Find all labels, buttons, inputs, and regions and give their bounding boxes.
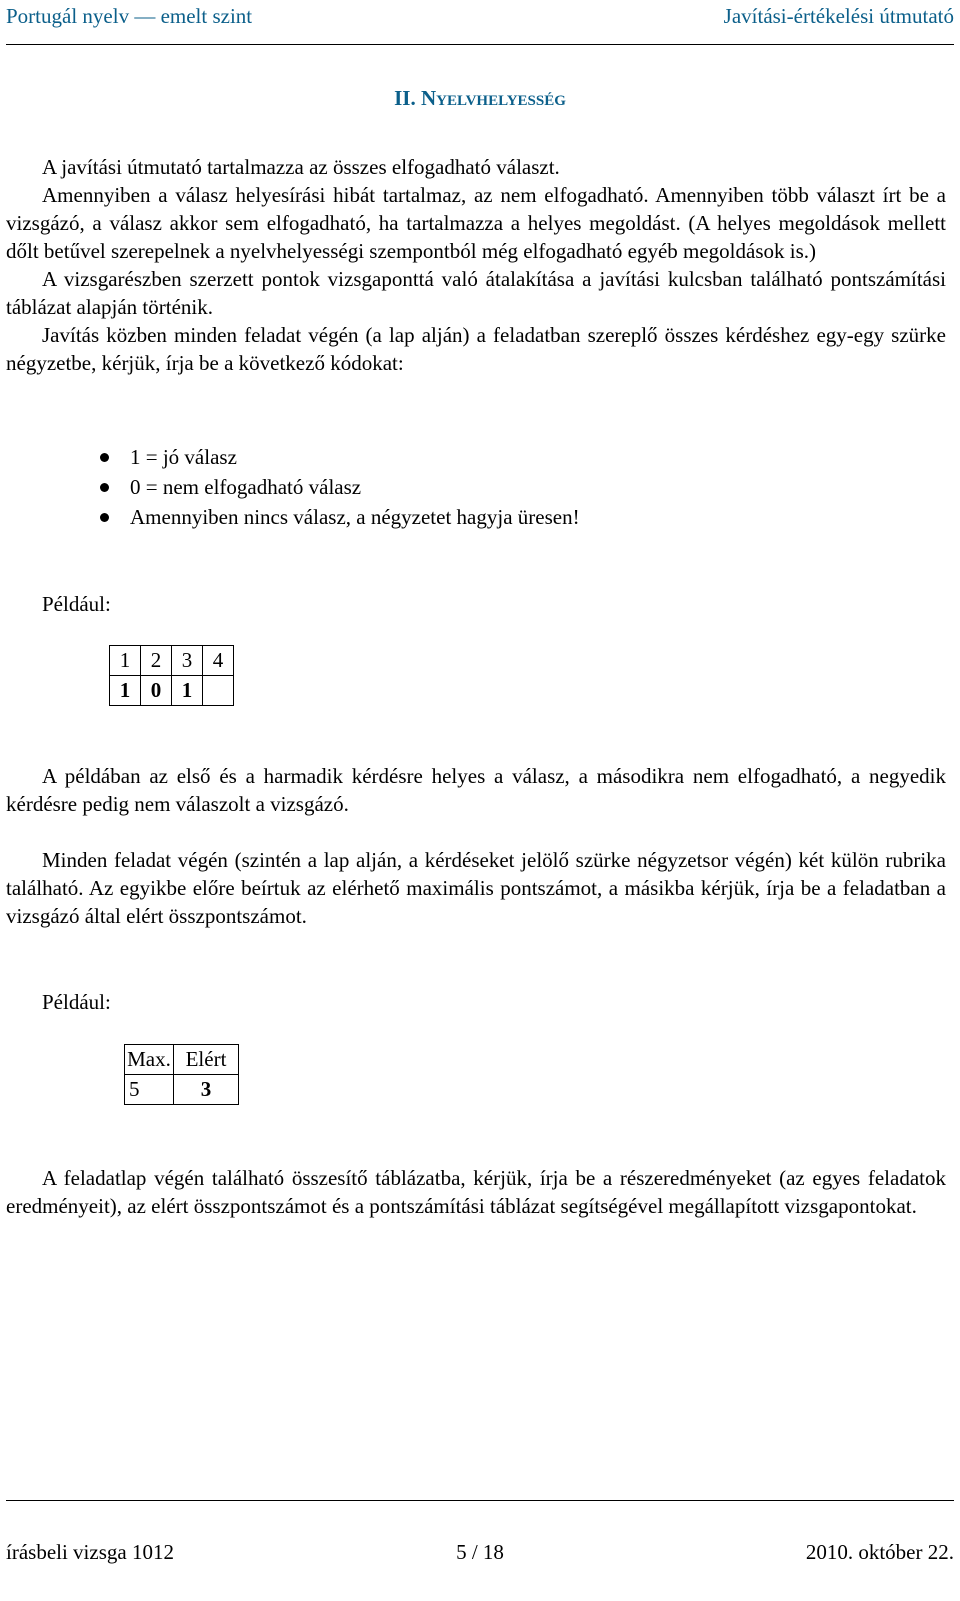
paragraph-7: A feladatlap végén található összesítő táblázatba, kérjük, írja be a részeredményeket (az egyes feladatok eredményeit), az elért összpontszámot és a pontszámítási táblázat segítségével megállapított vizsgapontokat.	[6, 1166, 946, 1218]
example-code-table	[109, 645, 234, 706]
table-cell: Elért	[174, 1045, 239, 1075]
table-cell: 3	[174, 1075, 239, 1105]
footer-exam-code: írásbeli vizsga 1012	[6, 1540, 174, 1564]
list-item: Amennyiben nincs válasz, a négyzetet hagyja üresen!	[6, 502, 580, 532]
intro-text	[6, 153, 946, 377]
table-cell: Max.	[125, 1045, 174, 1075]
footer-date: 2010. október 22.	[805, 1540, 954, 1564]
bullet-icon	[100, 453, 109, 462]
example-explanation	[6, 762, 946, 818]
header-rule	[6, 44, 954, 45]
header-subject: Portugál nyelv — emelt szint	[6, 4, 253, 28]
table-cell: 1	[110, 676, 141, 706]
table-cell	[203, 676, 234, 706]
header-doc-type: Javítási-értékelési útmutató	[723, 4, 954, 28]
paragraph-5: A példában az első és a harmadik kérdésre helyes a válasz, a másodikra nem elfogadható, a negyedik kérdésre pedig nem válaszolt a vizsgázó.	[6, 764, 946, 816]
bullet-icon	[100, 513, 109, 522]
table-row	[125, 1045, 239, 1075]
paragraph-3: A vizsgarészben szerzett pontok vizsgaponttá való átalakítása a javítási kulcsban található pontszámítási táblázat alapján történik.	[6, 267, 946, 319]
code-list	[6, 442, 580, 532]
table-cell: 0	[141, 676, 172, 706]
table-row	[110, 676, 234, 706]
bullet-icon	[100, 483, 109, 492]
section-title: II. Nyelvhelyesség	[394, 86, 566, 110]
table-cell: 1	[110, 646, 141, 676]
rubric-explanation	[6, 846, 946, 930]
list-item: 0 = nem elfogadható válasz	[6, 472, 580, 502]
paragraph-2: Amennyiben a válasz helyesírási hibát tartalmaz, az nem elfogadható. Amennyiben több választ írt be a vizsgázó, a válasz akkor sem elfogadható, ha tartalmazza a helyes megoldást. (A helyes megoldások mellett dőlt betűvel szerepelnek a nyelvhelyességi szempontból még elfogadható egyéb megoldások is.)	[6, 183, 946, 263]
paragraph-4: Javítás közben minden feladat végén (a lap alján) a feladatban szereplő összes kérdéshez egy-egy szürke négyzetbe, kérjük, írja be a következő kódokat:	[6, 323, 946, 375]
table-cell: 2	[141, 646, 172, 676]
page-number: 5 / 18	[456, 1540, 504, 1564]
footer-rule	[6, 1500, 954, 1501]
table-cell: 4	[203, 646, 234, 676]
table-cell: 3	[172, 646, 203, 676]
page-header	[6, 0, 954, 36]
paragraph-6: Minden feladat végén (szintén a lap alján, a kérdéseket jelölő szürke négyzetsor végén) két külön rubrika található. Az egyikbe előre beírtuk az elérhető maximális pontszámot, a másikba kérjük, írja be a feladatban a vizsgázó által elért összpontszámot.	[6, 848, 946, 928]
example-label: Például:	[42, 592, 111, 616]
summary-explanation	[6, 1164, 946, 1220]
list-item: 1 = jó válasz	[6, 442, 580, 472]
table-row	[110, 646, 234, 676]
example-label-2: Például:	[42, 990, 111, 1014]
table-row	[125, 1075, 239, 1105]
table-cell: 5	[125, 1075, 174, 1105]
example-score-table	[124, 1044, 239, 1105]
table-cell: 1	[172, 676, 203, 706]
paragraph-1: A javítási útmutató tartalmazza az összes elfogadható választ.	[42, 155, 560, 179]
